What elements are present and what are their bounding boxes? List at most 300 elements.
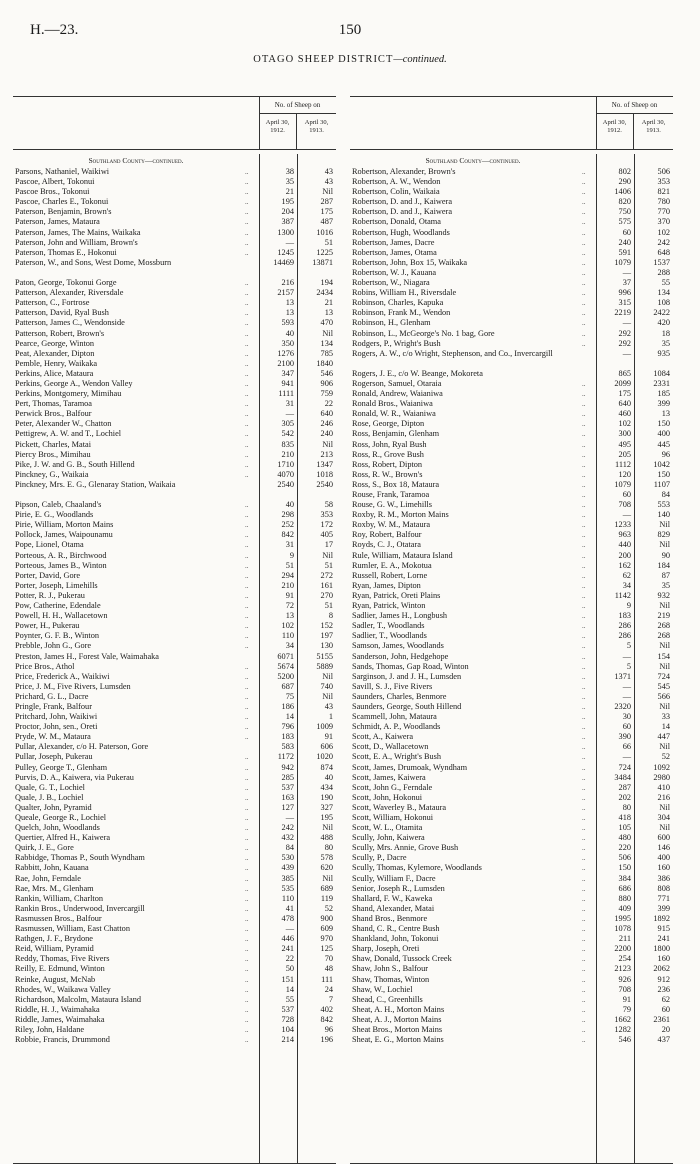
owner-name: Sanderson, John, Hedgehope [352, 651, 449, 661]
sheep-1912: 480 [618, 833, 631, 843]
leader-dots: .. [245, 390, 249, 399]
owner-name: Scully, Thomas, Kylemore, Woodlands [352, 863, 482, 873]
sheep-1912: 1710 [277, 459, 294, 469]
sheep-1913: 420 [657, 318, 670, 328]
sheep-1912: 286 [618, 631, 631, 641]
leader-dots: .. [582, 581, 586, 590]
sheep-1913: 111 [321, 974, 333, 984]
table-row [350, 399, 673, 409]
leader-dots: .. [582, 551, 586, 560]
leader-dots: .. [245, 329, 249, 338]
sheep-1912: 292 [618, 338, 631, 348]
owner-name: Shand, Alexander, Matai [352, 903, 435, 913]
leader-dots: .. [245, 541, 249, 550]
sheep-1912: 62 [622, 570, 631, 580]
owner-name: Robinson, H., Glenham [352, 318, 431, 328]
leader-dots: .. [245, 682, 249, 691]
owner-name: Porter, Joseph, Limehills [15, 580, 98, 590]
owner-name: Ronald, Andrew, Waianiwa [352, 389, 443, 399]
leader-dots: .. [582, 682, 586, 691]
sheep-1912: 347 [281, 368, 294, 378]
sheep-1913: 160 [657, 863, 670, 873]
owner-name: Pickett, Charles, Matai [15, 439, 92, 449]
table-row [13, 409, 336, 419]
leader-dots: .. [582, 743, 586, 752]
table-row [13, 853, 336, 863]
owner-name: Scully, John, Kaiwera [352, 833, 425, 843]
owner-name: Qualter, John, Pyramid [15, 802, 92, 812]
table-row [350, 904, 673, 914]
sheep-1912: 2099 [614, 378, 631, 388]
owner-name: Paterson, Thomas E., Hokonui [15, 247, 117, 257]
sheep-1913: 150 [657, 419, 670, 429]
leader-dots: .. [245, 783, 249, 792]
table-row [13, 238, 336, 248]
table-row [350, 823, 673, 833]
year-1913-header: April 30, 1913. [304, 119, 329, 134]
leader-dots: .. [582, 400, 586, 409]
sheep-1913: 287 [320, 197, 333, 207]
owner-name: Patterson, James C., Wendonside [15, 318, 125, 328]
table-row [350, 853, 673, 863]
leader-dots: .. [245, 935, 249, 944]
sheep-1912: 6071 [277, 651, 294, 661]
sheep-1913: Nil [659, 520, 670, 530]
leader-dots: .. [245, 531, 249, 540]
sheep-1912: — [622, 318, 631, 328]
leader-dots: .. [582, 824, 586, 833]
table-row [13, 1025, 336, 1035]
sheep-1913: 190 [320, 792, 333, 802]
leader-dots: .. [582, 632, 586, 641]
sheep-1912: 175 [618, 389, 631, 399]
sheep-1913: 43 [324, 167, 333, 176]
sheep-1913: Nil [659, 601, 670, 611]
sheep-1913: 48 [324, 964, 333, 974]
sheep-1912: 80 [622, 802, 631, 812]
sheep-1912: 390 [618, 732, 631, 742]
sheep-1913: 1107 [653, 479, 670, 489]
sheep-1913: 2980 [653, 772, 670, 782]
owner-name: Ross, John, Ryal Bush [352, 439, 427, 449]
sheep-1912: 186 [281, 701, 294, 711]
table-row [350, 702, 673, 712]
owner-name: Pritchard, John, Waikiwi [15, 712, 98, 722]
table-row [350, 954, 673, 964]
sheep-1913: 55 [661, 278, 670, 288]
sheep-1913: 13 [324, 308, 333, 318]
table-row [13, 429, 336, 439]
table-row [13, 359, 336, 369]
table-row [13, 207, 336, 217]
leader-dots: .. [582, 1036, 586, 1045]
sheep-1913: 906 [320, 378, 333, 388]
owner-name: Pipson, Caleb, Chaaland's [15, 500, 102, 510]
table-row [13, 995, 336, 1005]
leader-dots: .. [245, 521, 249, 530]
table-row [13, 591, 336, 601]
owner-name: Ross, Benjamin, Glenham [352, 429, 440, 439]
owner-rows [350, 167, 673, 1045]
table-row [350, 914, 673, 924]
sheep-1912: 3484 [614, 772, 631, 782]
sheep-1913: 52 [661, 752, 670, 762]
sheep-1912: 40 [285, 500, 294, 510]
sheep-1912: 495 [618, 439, 631, 449]
sheep-1912: 1276 [277, 348, 294, 358]
owner-name: Pemble, Henry, Waikaka [15, 358, 98, 368]
leader-dots: .. [245, 702, 249, 711]
table-row [13, 742, 336, 752]
leader-dots: .. [245, 279, 249, 288]
table-row [13, 833, 336, 843]
table-row [13, 440, 336, 450]
leader-dots: .. [245, 914, 249, 923]
leader-dots: .. [582, 763, 586, 772]
sheep-1912: 79 [622, 1004, 631, 1014]
sheep-1913: 195 [320, 813, 333, 822]
leader-dots: .. [245, 1025, 249, 1034]
table-row [350, 460, 673, 470]
table-row [13, 329, 336, 339]
owner-name: Scott, John G., Ferndale [352, 782, 433, 792]
leader-dots: .. [582, 733, 586, 742]
table-row [350, 581, 673, 591]
table-row [13, 954, 336, 964]
owner-name: Ross, S., Box 18, Mataura [352, 479, 440, 489]
table-row [13, 530, 336, 540]
sheep-1912: 583 [281, 742, 294, 752]
table-row [13, 217, 336, 227]
leader-dots: .. [245, 955, 249, 964]
sheep-1913: 1092 [653, 762, 670, 772]
sheep-1912: — [285, 237, 294, 247]
table-row [350, 187, 673, 197]
sheep-1912: 102 [281, 621, 294, 631]
sheep-1913: 24 [324, 984, 333, 994]
leader-dots: .. [582, 289, 586, 298]
sheep-1912: 13 [285, 298, 294, 308]
table-row [350, 934, 673, 944]
sheep-1912: 440 [618, 540, 631, 550]
sheep-1913: 1840 [316, 358, 333, 368]
leader-dots: .. [245, 945, 249, 954]
leader-dots: .. [582, 904, 586, 913]
leader-dots: .. [582, 268, 586, 277]
owner-name: Pinckney, Mrs. E. G., Glenaray Station, Waikaia [15, 479, 176, 489]
table-row [350, 480, 673, 490]
sheep-1912: 1079 [614, 257, 631, 267]
owner-name: Rankin, William, Charlton [15, 893, 104, 903]
table-row [13, 510, 336, 520]
leader-dots: .. [582, 1025, 586, 1034]
sheep-1912: — [622, 681, 631, 691]
owner-name: Pullar, Joseph, Pukerau [15, 752, 93, 762]
sheep-1912: — [285, 924, 294, 934]
sheep-1912: 60 [622, 490, 631, 499]
owner-name: Robertson, W. J., Kauana [352, 267, 437, 277]
table-row [350, 995, 673, 1005]
leader-dots: .. [245, 228, 249, 237]
leader-dots: .. [582, 985, 586, 994]
table-row [13, 672, 336, 682]
sheep-1912: 686 [618, 883, 631, 893]
sheep-1913: 51 [324, 560, 333, 570]
sheep-1912: 478 [281, 913, 294, 923]
table-row [13, 914, 336, 924]
owner-name: Porteous, A. R., Birchwood [15, 550, 107, 560]
sheep-1913: 353 [320, 510, 333, 520]
leader-dots: .. [245, 672, 249, 681]
sheep-1912: 802 [618, 167, 631, 176]
sheep-1912: 51 [285, 560, 294, 570]
table-row [13, 1015, 336, 1025]
sheep-1912: 2100 [277, 358, 294, 368]
table-row [350, 803, 673, 813]
sheep-1913: 932 [657, 590, 670, 600]
leader-dots: .. [582, 188, 586, 197]
sheep-1912: 820 [618, 197, 631, 207]
sheep-1913: Nil [322, 671, 333, 681]
sheep-1912: — [622, 348, 631, 358]
table-row [350, 349, 673, 369]
sheep-1912: 31 [285, 540, 294, 550]
owner-name: Rogers, J. E., c/o W. Beange, Mokoreta [352, 368, 483, 378]
leader-dots: .. [582, 753, 586, 762]
owner-name: Scott, James, Drumoak, Wyndham [352, 762, 468, 772]
owner-name: Ryan, Patrick, Oreti Plains [352, 590, 441, 600]
owner-name: Pinckney, G., Waikaia [15, 469, 89, 479]
leader-dots: .. [582, 218, 586, 227]
sheep-1912: 110 [281, 893, 294, 903]
sheep-1913: 241 [657, 934, 670, 944]
leader-dots: .. [245, 773, 249, 782]
leader-dots: .. [582, 541, 586, 550]
sheep-1913: 487 [320, 217, 333, 227]
sheep-1913: 640 [320, 409, 333, 419]
table-row [350, 551, 673, 561]
leader-dots: .. [245, 339, 249, 348]
table-row [350, 278, 673, 288]
sheep-1913: 18 [661, 328, 670, 338]
sheep-1912: 60 [622, 722, 631, 732]
owner-name: Robertson, D. and J., Kaiwera [352, 207, 453, 217]
sheep-1912: 205 [618, 449, 631, 459]
table-row [350, 773, 673, 783]
sheep-1912: 350 [281, 338, 294, 348]
sheep-1912: 996 [618, 288, 631, 298]
sheep-1912: 842 [281, 530, 294, 540]
sheep-1913: 246 [320, 419, 333, 429]
owner-name: Pascoe, Charles E., Tokonui [15, 197, 109, 207]
owner-name: Savill, S. J., Five Rivers [352, 681, 433, 691]
table-row [350, 591, 673, 601]
sheep-1913: 17 [324, 540, 333, 550]
owner-name: Robinson, L., McGeorge's No. 1 bag, Gore [352, 328, 495, 338]
table-row [350, 975, 673, 985]
owner-name: Riddle, H. J., Waimahaka [15, 1004, 100, 1014]
sheep-1913: 1018 [316, 469, 333, 479]
leader-dots: .. [582, 692, 586, 701]
leader-dots: .. [582, 480, 586, 489]
sheep-1912: 537 [281, 782, 294, 792]
sheep-1912: 210 [281, 449, 294, 459]
table-row [350, 944, 673, 954]
sheep-1912: 40 [285, 328, 294, 338]
owner-name: Sheat, E. G., Morton Mains [352, 1035, 444, 1045]
sheep-1913: Nil [322, 823, 333, 833]
sheep-1913: 842 [320, 1014, 333, 1024]
sheep-1913: 288 [657, 267, 670, 277]
sheep-1912: 926 [618, 974, 631, 984]
leader-dots: .. [245, 430, 249, 439]
owner-name: Roxby, R. M., Morton Mains [352, 510, 449, 520]
owner-name: Rae, John, Ferndale [15, 873, 81, 883]
leader-dots: .. [245, 894, 249, 903]
leader-dots: .. [245, 824, 249, 833]
table-row [350, 964, 673, 974]
owner-name: Royds, C. J., Otatara [352, 540, 421, 550]
owner-name: Pearce, George, Winton [15, 338, 95, 348]
table-row [13, 803, 336, 813]
sheep-1913: 915 [657, 924, 670, 934]
table-row [13, 702, 336, 712]
table-row [13, 551, 336, 561]
sheep-1912: 55 [285, 994, 294, 1004]
table-row [350, 833, 673, 843]
owner-name: Riddle, James, Waimahaka [15, 1014, 105, 1024]
leader-dots: .. [245, 844, 249, 853]
table-row [350, 752, 673, 762]
leader-dots: .. [582, 208, 586, 217]
table-row [350, 662, 673, 672]
leader-dots: .. [582, 379, 586, 388]
leader-dots: .. [245, 612, 249, 621]
owner-name: Riley, John, Haldane [15, 1024, 85, 1034]
owner-name: Rankin Bros., Underwood, Invercargill [15, 903, 145, 913]
table-body [350, 154, 673, 1164]
sheep-1913: 236 [657, 984, 670, 994]
owner-name: Sadler, T., Woodlands [352, 621, 425, 631]
sheep-1913: 400 [657, 853, 670, 863]
leader-dots: .. [582, 844, 586, 853]
owner-name: Rasmussen, William, East Chatton [15, 924, 130, 934]
owner-name: Sheat Bros., Morton Mains [352, 1024, 443, 1034]
table-row [350, 611, 673, 621]
leader-dots: .. [245, 602, 249, 611]
leader-dots: .. [582, 430, 586, 439]
table-row [13, 450, 336, 460]
sheep-1913: 1042 [653, 459, 670, 469]
sheep-1913: Nil [659, 823, 670, 833]
sheep-1912: 5200 [277, 671, 294, 681]
sheep-1913: 304 [657, 813, 670, 822]
owner-name: Parsons, Nathaniel, Waikiwi [15, 167, 110, 176]
leader-dots: .. [582, 501, 586, 510]
table-row [350, 167, 673, 177]
sheep-1913: Nil [322, 691, 333, 701]
table-row [13, 712, 336, 722]
sheep-1912: 2540 [277, 479, 294, 489]
owner-name: Prichard, G. L., Dacre [15, 691, 89, 701]
owner-name: Scully, Mrs. Annie, Grove Bush [352, 843, 459, 853]
owner-name: Pike, J. W. and G. B., South Hillend [15, 459, 135, 469]
leader-dots: .. [582, 470, 586, 479]
table-row [350, 985, 673, 995]
sheep-1912: 1282 [614, 1024, 631, 1034]
sheep-1913: 5889 [316, 661, 333, 671]
sheep-1913: 194 [320, 278, 333, 288]
sheep-1912: — [622, 651, 631, 661]
sheep-1913: 470 [320, 318, 333, 328]
owner-name: Robinson, Frank M., Wendon [352, 308, 451, 318]
owner-name: Pope, Lionel, Otama [15, 540, 84, 550]
sheep-1913: Nil [659, 742, 670, 752]
sheep-1913: 91 [324, 732, 333, 742]
table-row [13, 177, 336, 187]
leader-dots: .. [582, 319, 586, 328]
leader-dots: .. [582, 955, 586, 964]
owner-name: Peter, Alexander W., Chatton [15, 419, 112, 429]
sheep-1913: 108 [657, 298, 670, 308]
owner-name: Shaw, John S., Balfour [352, 964, 428, 974]
sheep-1912: 127 [281, 802, 294, 812]
table-row [350, 329, 673, 339]
table-row [13, 611, 336, 621]
table-row [13, 540, 336, 550]
table-row [13, 641, 336, 651]
table-row [13, 419, 336, 429]
sheep-1913: 119 [320, 893, 333, 903]
owner-name: Perkins, George A., Wendon Valley [15, 378, 133, 388]
sheep-1913: 1800 [653, 944, 670, 954]
owner-name: Patterson, C., Fortrose [15, 298, 90, 308]
sheep-1912: 200 [618, 550, 631, 560]
owner-name: Robertson, W., Niagara [352, 278, 430, 288]
table-row [350, 601, 673, 611]
leader-dots: .. [245, 460, 249, 469]
owner-name: Shead, C., Greenhills [352, 994, 423, 1004]
table-row [350, 732, 673, 742]
sheep-1913: 606 [320, 742, 333, 752]
year-1912-header: April 30, 1912. [596, 113, 634, 149]
owner-name: Paterson, Benjamin, Brown's [15, 207, 112, 217]
owner-name: Samson, James, Woodlands [352, 641, 444, 651]
sheep-1913: 70 [324, 954, 333, 964]
sheep-1913: 172 [320, 520, 333, 530]
sheep-1912: 530 [281, 853, 294, 863]
sheep-1913: 821 [657, 187, 670, 197]
table-row [13, 308, 336, 318]
sheep-1913: Nil [659, 701, 670, 711]
sheep-1913: 386 [657, 873, 670, 883]
table-row [13, 793, 336, 803]
leader-dots: .. [245, 420, 249, 429]
sheep-1913: 140 [657, 510, 670, 520]
leader-dots: .. [245, 168, 249, 176]
owner-name: Sadlier, T., Woodlands [352, 631, 427, 641]
sheep-1913: Nil [322, 187, 333, 197]
leader-dots: .. [582, 935, 586, 944]
owner-name: Robertson, A. W., Wendon [352, 177, 441, 187]
sheep-1913: 399 [657, 399, 670, 409]
sheep-1912: 21 [285, 187, 294, 197]
table-row [13, 1005, 336, 1015]
owner-name: Quirk, J. E., Gore [15, 843, 74, 853]
table-row [350, 884, 673, 894]
table-row [350, 177, 673, 187]
owner-name: Reinke, August, McNab [15, 974, 96, 984]
